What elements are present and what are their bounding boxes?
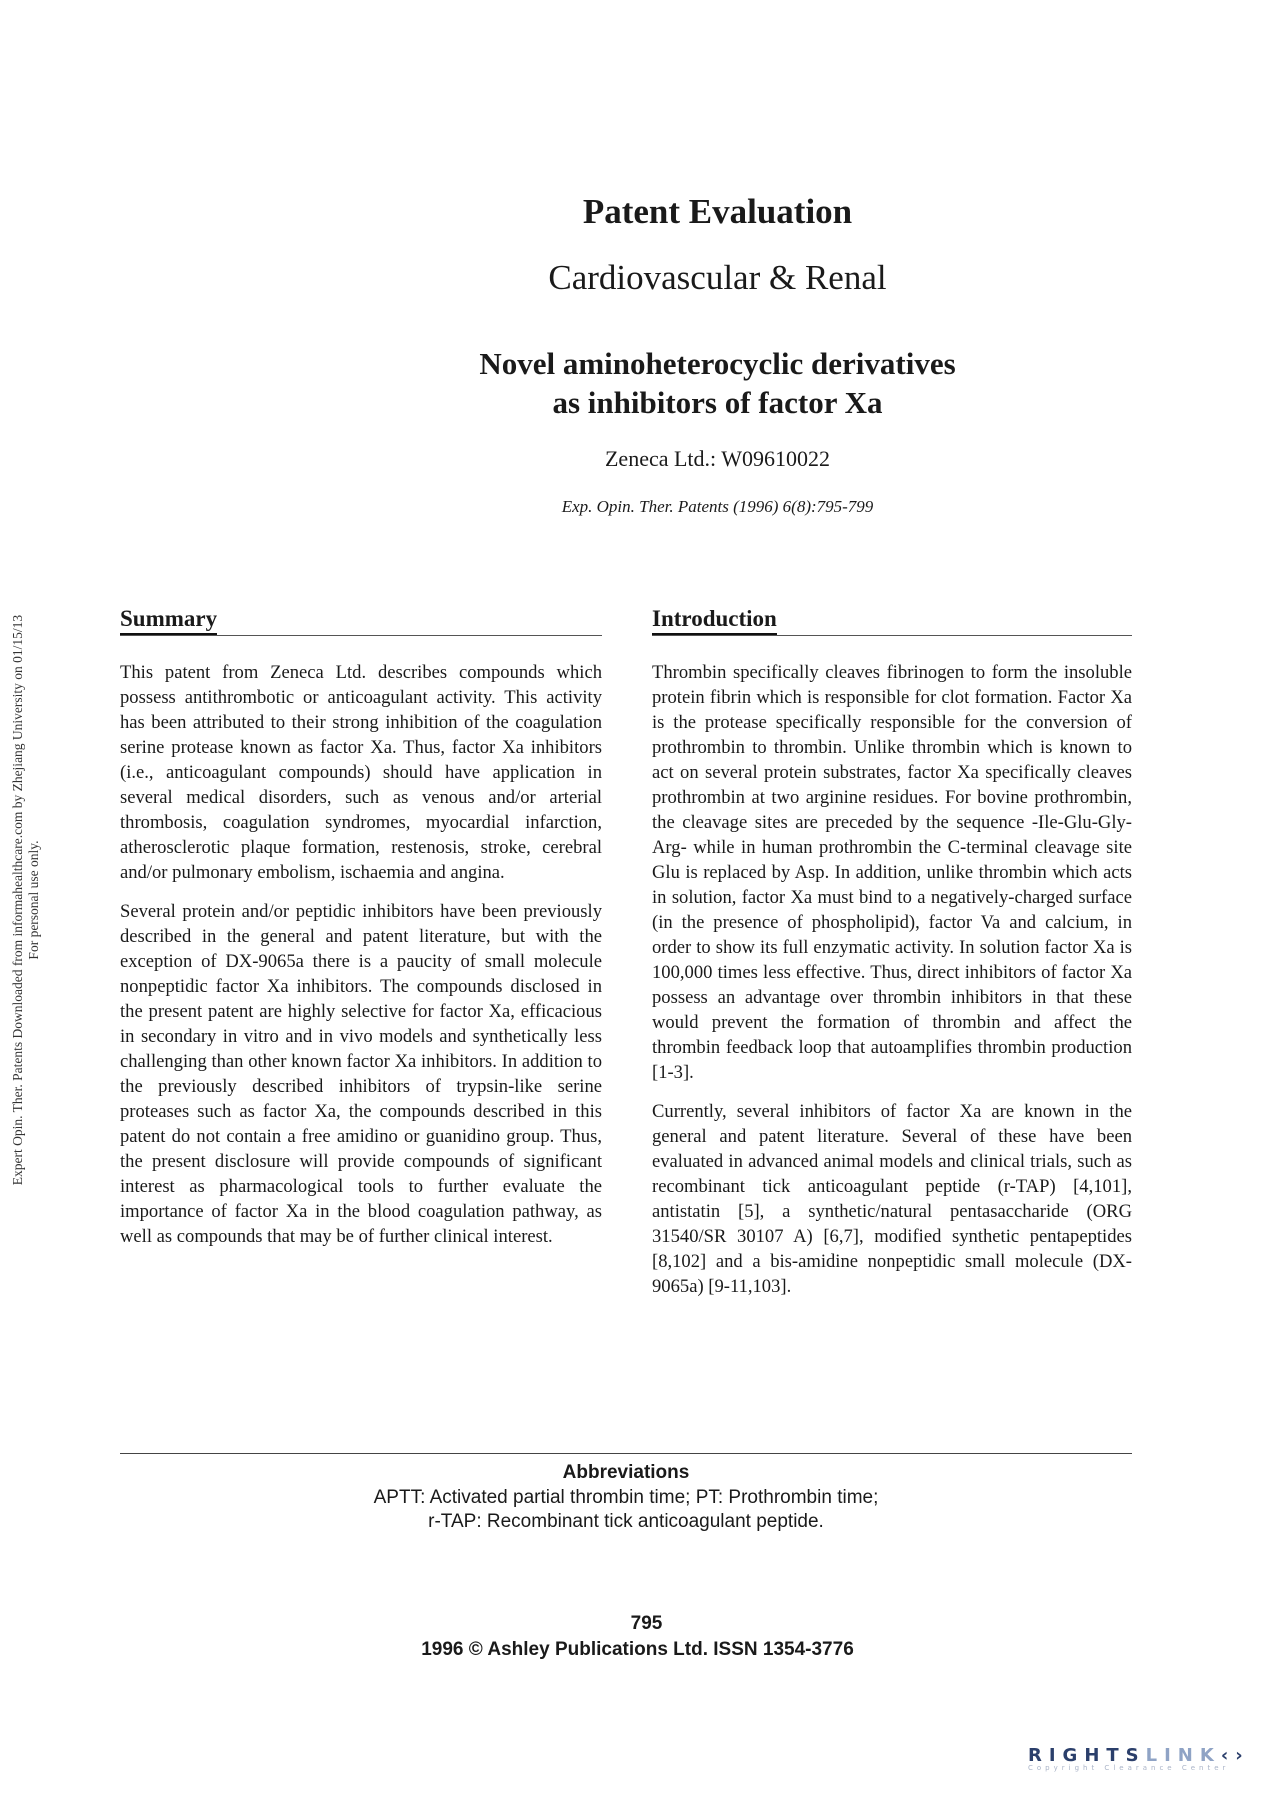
title-line-2: as inhibitors of factor Xa <box>552 385 883 420</box>
page-footer <box>0 1611 1275 1663</box>
summary-column <box>120 606 602 1263</box>
rightslink-logo-bold: RIGHTS <box>1028 1745 1146 1766</box>
page-number: 795 <box>630 1613 663 1634</box>
journal-heading: Patent Evaluation <box>582 192 853 231</box>
introduction-column <box>652 606 1132 1313</box>
abbreviations-heading: Abbreviations <box>562 1462 690 1483</box>
assignee-patent-number: Zeneca Ltd.: W09610022 <box>604 446 831 471</box>
introduction-heading: Introduction <box>652 606 1132 636</box>
abbreviations-box <box>120 1453 1132 1534</box>
title-line-1: Novel aminoheterocyclic derivatives <box>479 346 956 381</box>
download-watermark <box>10 550 42 1250</box>
journal-citation: Exp. Opin. Ther. Patents (1996) 6(8):795-799 <box>561 497 874 516</box>
summary-paragraph-1: This patent from Zeneca Ltd. describes compounds which possess antithrombotic or anticoagulant activity. This activity has been attributed to their strong inhibition of the coagulation serine protease known as factor Xa. Thus, factor Xa inhibitors (i.e., anticoagulant compounds) should have application in several medical disorders, such as venous and/or arterial thrombosis, coagulation syndromes, myocardial infarction, atherosclerotic plaque formation, restenosis, stroke, cerebral and/or pulmonary embolism, ischaemia and angina. <box>120 662 602 883</box>
section-heading: Cardiovascular & Renal <box>548 258 887 297</box>
abbreviations-line-2: r-TAP: Recombinant tick anticoagulant peptide. <box>428 1511 824 1532</box>
introduction-paragraph-1: Thrombin specifically cleaves fibrinogen to form the insoluble protein fibrin which is responsible for clot formation. Factor Xa is the protease specifically responsible for the conversion of prothrombin to thrombin. Unlike thrombin which is known to act on several protein substrates, factor Xa specifically cleaves prothrombin at two arginine residues. For bovine prothrombin, the cleavage sites are preceded by the sequence -Ile-Glu-Gly-Arg- while in human prothrombin the C-terminal cleavage site Glu is replaced by Asp. In addition, unlike thrombin which acts in solution, factor Xa must bind to a negatively-charged surface (in the presence of phospholipid), factor Va and calcium, in order to show its full enzymatic activity. In solution factor Xa is 100,000 times less effective. Thus, direct inhibitors of factor Xa possess an advantage over thrombin inhibitors in that these would prevent the formation of thrombin and affect the thrombin feedback loop that autoamplifies thrombin production [1-3]. <box>652 662 1132 1083</box>
summary-paragraph-2: Several protein and/or peptidic inhibitors have been previously described in the general and patent literature, but with the exception of DX-9065a there is a paucity of small molecule nonpeptidic factor Xa inhibitors. The compounds disclosed in the present patent are highly selective for factor Xa, efficacious in secondary in vitro and in vivo models and synthetically less challenging than other known factor Xa inhibitors. In addition to the previously described inhibitors of trypsin-like serine proteases such as factor Xa, the compounds described in this patent do not contain a free amidino or guanidino group. Thus, the present disclosure will provide compounds of significant interest as pharmacological tools to further evaluate the importance of factor Xa in the blood coagulation pathway, as well as compounds that may be of further clinical interest. <box>120 901 602 1247</box>
rightslink-logo[interactable] <box>1028 1745 1248 1779</box>
rightslink-arrows-icon: ‹› <box>1220 1745 1250 1766</box>
rightslink-tagline: Copyright Clearance Center <box>1028 1764 1230 1772</box>
watermark-line-1: Expert Opin. Ther. Patents Downloaded from informahealthcare.com by Zhejiang University on 01/15/13 <box>10 614 25 1186</box>
rightslink-logo-light: LINK <box>1145 1745 1221 1766</box>
watermark-line-2: For personal use only. <box>26 840 41 960</box>
summary-heading: Summary <box>120 606 602 636</box>
abbreviations-line-1: APTT: Activated partial thrombin time; PT: Prothrombin time; <box>373 1487 879 1508</box>
introduction-paragraph-2: Currently, several inhibitors of factor Xa are known in the general and patent literature. Several of these have been evaluated in advanced animal models and clinical trials, such as recombinant tick anticoagulant peptide (r-TAP) [4,101], antistatin [5], a synthetic/natural pentasaccharide (ORG 31540/SR 30107 A) [6,7], modified synthetic pentapeptides [8,102] and a bis-amidine nonpeptidic small molecule (DX-9065a) [9-11,103]. <box>652 1101 1132 1297</box>
copyright-line: 1996 © Ashley Publications Ltd. ISSN 1354-3776 <box>421 1639 854 1660</box>
article-title <box>80 344 1275 422</box>
